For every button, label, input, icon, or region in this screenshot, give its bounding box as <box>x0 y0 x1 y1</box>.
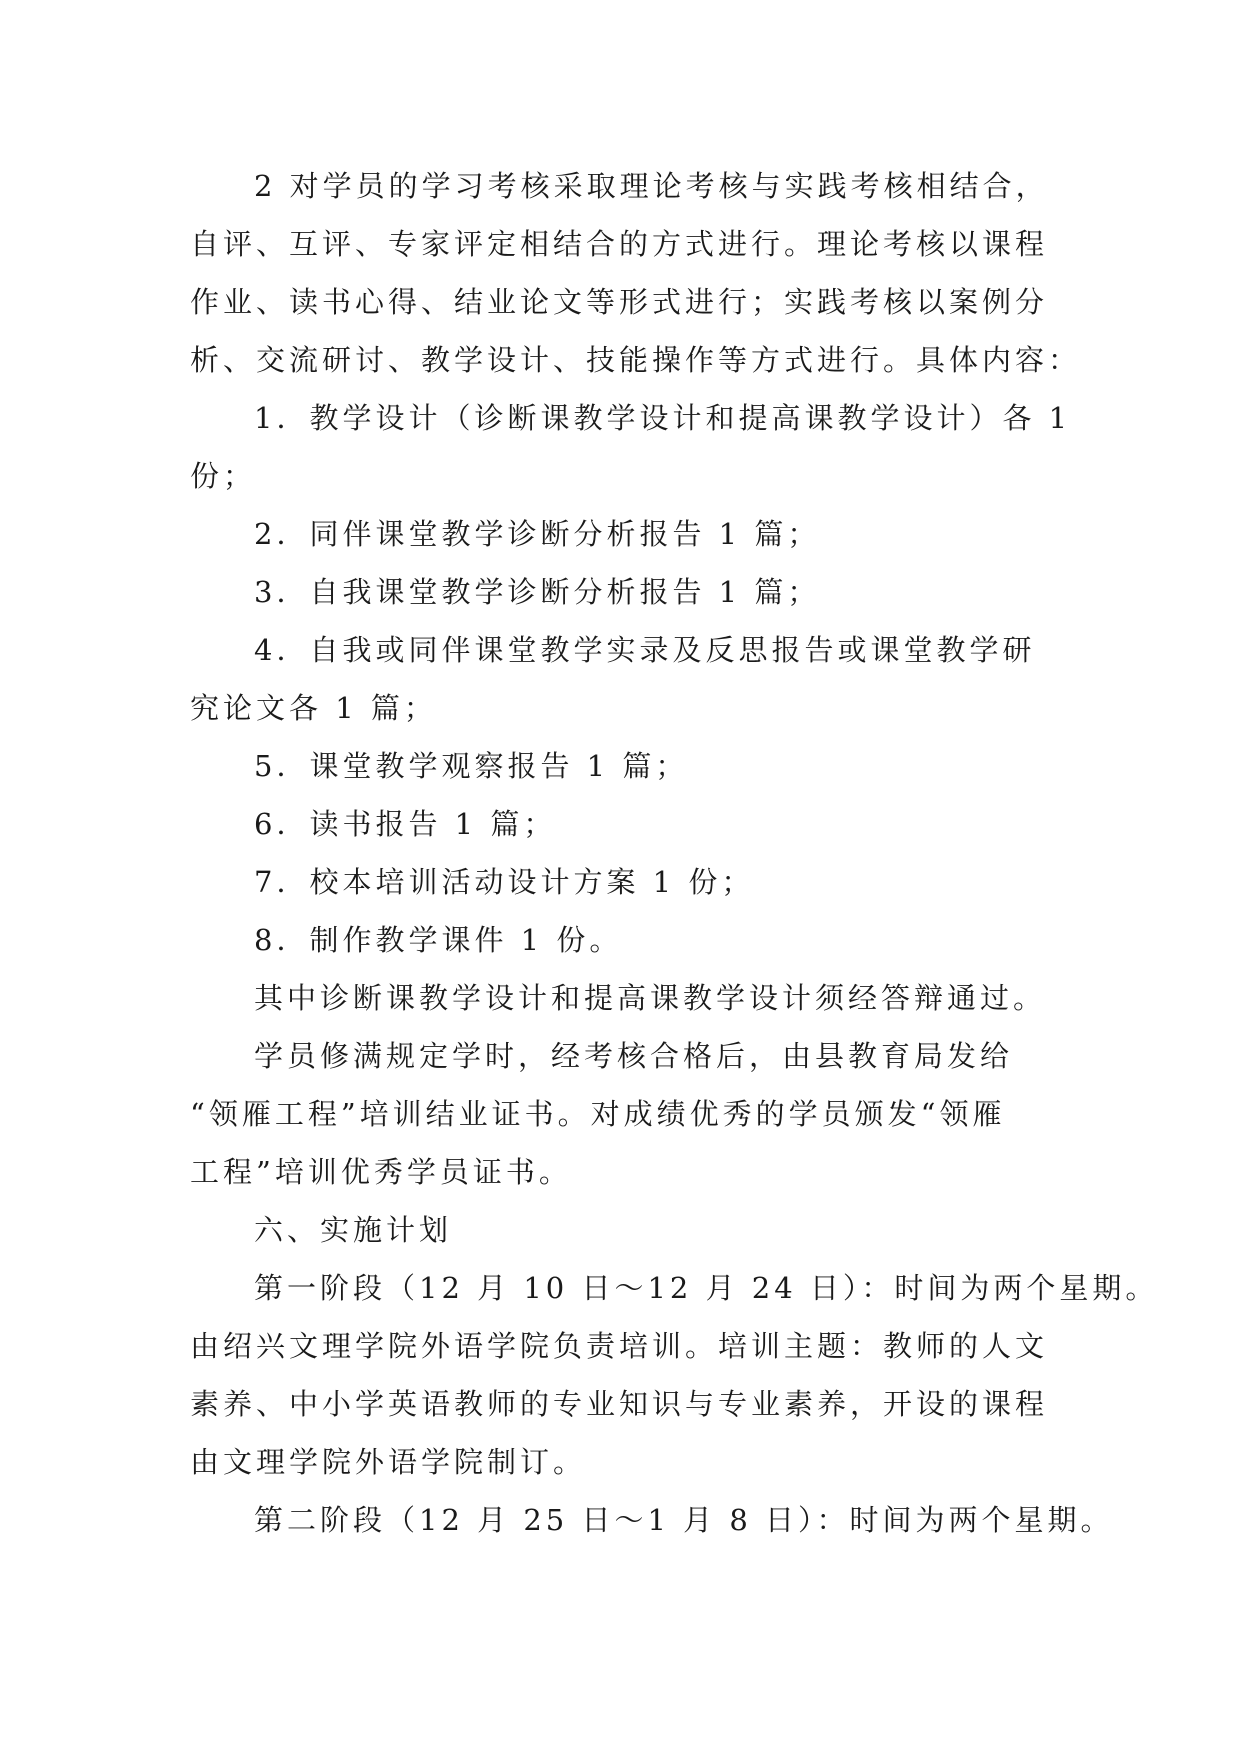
list-item-2: 2．同伴课堂教学诊断分析报告 1 篇； <box>254 517 821 551</box>
paragraph-assessment-line-4: 析、交流研讨、教学设计、技能操作等方式进行。具体内容： <box>190 343 1082 377</box>
section-heading: 六、实施计划 <box>254 1213 453 1247</box>
paragraph-certificate-line-2: “领雁工程”培训结业证书。对成绩优秀的学员颁发“领雁 <box>190 1097 1006 1131</box>
paragraph-stage-1-line-1: 第一阶段（12 月 10 日～12 月 24 日）：时间为两个星期。 <box>254 1271 1159 1305</box>
paragraph-stage-1-line-3: 素养、中小学英语教师的专业知识与专业素养，开设的课程 <box>190 1387 1049 1421</box>
list-item-7: 7．校本培训活动设计方案 1 份； <box>254 865 755 899</box>
paragraph-certificate-line-1: 学员修满规定学时，经考核合格后，由县教育局发给 <box>254 1039 1014 1073</box>
list-item-6: 6．读书报告 1 篇； <box>254 807 557 841</box>
paragraph-assessment-line-3: 作业、读书心得、结业论文等形式进行；实践考核以案例分 <box>190 285 1049 319</box>
paragraph-stage-1-line-2: 由绍兴文理学院外语学院负责培训。培训主题：教师的人文 <box>190 1329 1049 1363</box>
list-item-1-line-1: 1．教学设计（诊断课教学设计和提高课教学设计）各 1 <box>254 401 1072 435</box>
list-item-4-line-1: 4．自我或同伴课堂教学实录及反思报告或课堂教学研 <box>254 633 1036 667</box>
paragraph-assessment-line-1: 2 对学员的学习考核采取理论考核与实践考核相结合， <box>254 169 1049 203</box>
list-item-1-line-2: 份； <box>190 459 257 493</box>
list-item-5: 5．课堂教学观察报告 1 篇； <box>254 749 689 783</box>
paragraph-certificate-line-3: 工程”培训优秀学员证书。 <box>190 1155 572 1189</box>
paragraph-defense: 其中诊断课教学设计和提高课教学设计须经答辩通过。 <box>254 981 1047 1015</box>
list-item-3: 3．自我课堂教学诊断分析报告 1 篇； <box>254 575 821 609</box>
list-item-8: 8．制作教学课件 1 份。 <box>254 923 623 957</box>
list-item-4-line-2: 究论文各 1 篇； <box>190 691 437 725</box>
paragraph-assessment-line-2: 自评、互评、专家评定相结合的方式进行。理论考核以课程 <box>190 227 1049 261</box>
paragraph-stage-1-line-4: 由文理学院外语学院制订。 <box>190 1445 587 1479</box>
paragraph-stage-2-line-1: 第二阶段（12 月 25 日～1 月 8 日）：时间为两个星期。 <box>254 1503 1114 1537</box>
